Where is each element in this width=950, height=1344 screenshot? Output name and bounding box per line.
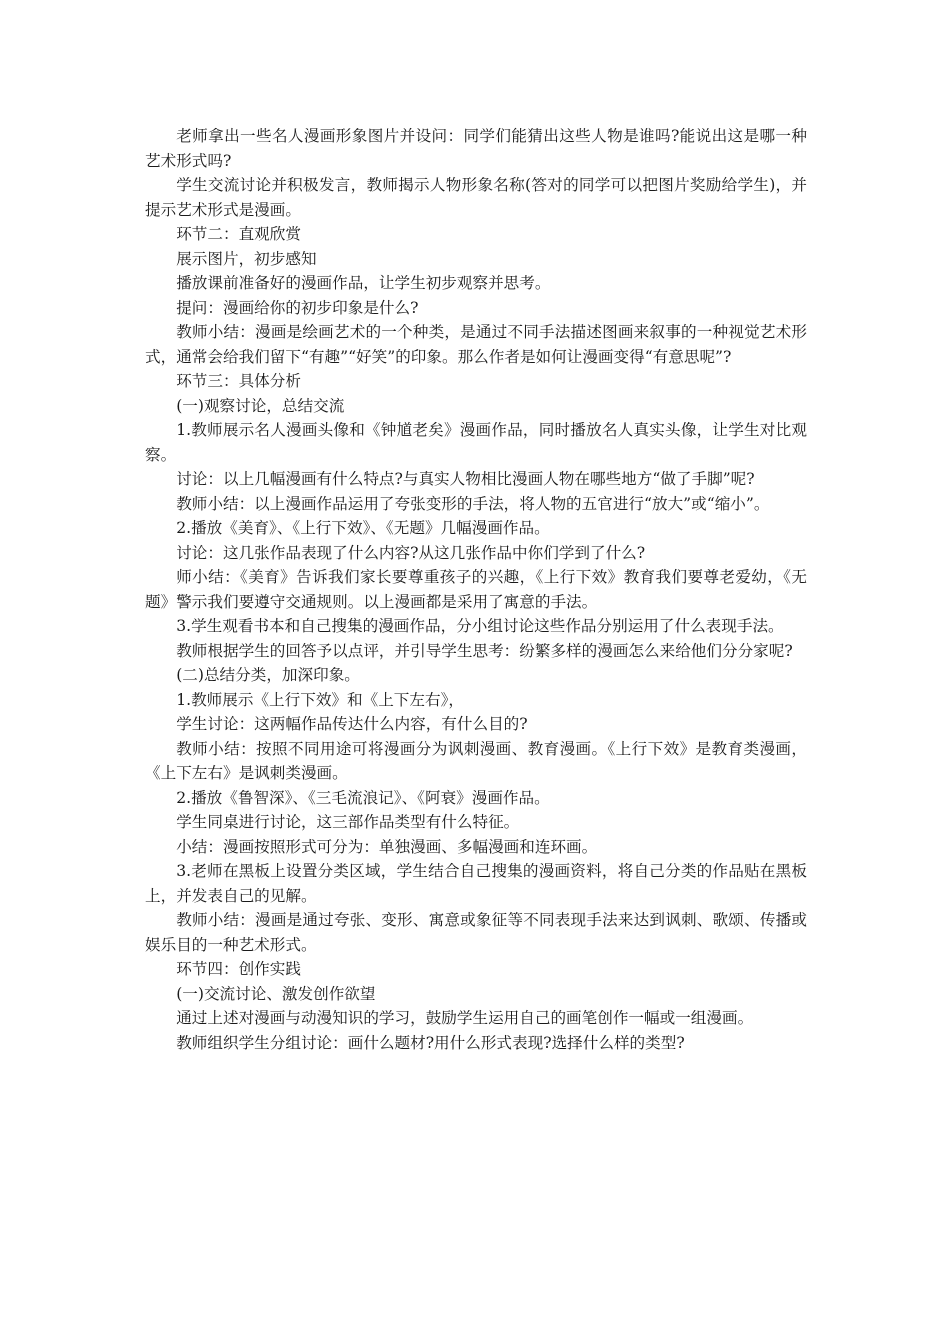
paragraph-encourage: 通过上述对漫画与动漫知识的学习，鼓励学生运用自己的画笔创作一幅或一组漫画。 [176, 1009, 754, 1027]
paragraph-item-2: 2.播放《美育》、《上行下效》、《无题》几幅漫画作品。 [176, 519, 550, 537]
paragraph-item-2b: 2.播放《鲁智深》、《三毛流浪记》、《阿衰》漫画作品。 [176, 788, 550, 807]
section-heading-2: 环节二：直观欣赏 [176, 225, 301, 243]
subheading-exchange: (一)交流讨论、激发创作欲望 [176, 984, 376, 1003]
paragraph-item-1b: 1.教师展示《上行下效》和《上下左右》， [176, 690, 464, 709]
paragraph-item-3: 3.学生观看书本和自己搜集的漫画作品，分小组讨论这些作品分别运用了什么表现手法。 [176, 617, 784, 635]
paragraph-play-works: 播放课前准备好的漫画作品，让学生初步观察并思考。 [176, 274, 551, 292]
paragraph-teacher-summary-5: 教师小结：漫画是通过夸张、变形、寓意或象征等不同表现手法来达到讽刺、歌颂、传播或娱乐目的一种艺术形式。 [145, 911, 807, 954]
paragraph-discussion-2: 讨论：这几张作品表现了什么内容?从这几张作品中你们学到了什么? [176, 543, 646, 562]
paragraph-student-discussion: 学生交流讨论并积极发言，教师揭示人物形象名称(答对的同学可以把图片奖励给学生)，并提示艺术形式是漫画。 [145, 176, 807, 219]
section-heading-3: 环节三：具体分析 [176, 372, 301, 390]
paragraph-teacher-summary-2: 教师小结：以上漫画作品运用了夸张变形的手法，将人物的五官进行“放大”或“缩小”。 [176, 494, 770, 513]
paragraph-teacher-summary-1: 教师小结：漫画是绘画艺术的一个种类，是通过不同手法描述图画来叙事的一种视觉艺术形式，通常会给我们留下“有趣”“好笑”的印象。那么作者是如何让漫画变得“有意思呢”? [145, 323, 807, 366]
paragraph-question: 提问：漫画给你的初步印象是什么? [176, 298, 419, 317]
document-body [145, 124, 807, 1055]
subheading-classification: (二)总结分类，加深印象。 [176, 666, 360, 684]
paragraph-teacher-summary-4: 教师小结：按照不同用途可将漫画分为讽刺漫画、教育漫画。《上行下效》是教育类漫画，《上下左右》是讽刺类漫画。 [145, 739, 807, 782]
paragraph-intro-question: 老师拿出一些名人漫画形象图片并设问：同学们能猜出这些人物是谁吗?能说出这是哪一种艺术形式吗? [145, 127, 807, 170]
paragraph-desk-discussion: 学生同桌进行讨论，这三部作品类型有什么特征。 [176, 813, 520, 831]
paragraph-teacher-summary-3: 师小结：《美育》告诉我们家长要尊重孩子的兴趣，《上行下效》教育我们要尊老爱幼，《无题》警示我们要遵守交通规则。以上漫画都是采用了寓意的手法。 [145, 568, 807, 611]
paragraph-teacher-comment: 教师根据学生的回答予以点评，并引导学生思考：纷繁多样的漫画怎么来给他们分分家呢? [176, 641, 793, 660]
paragraph-item-1: 1.教师展示名人漫画头像和《钟馗老矣》漫画作品，同时播放名人真实头像，让学生对比观察。 [145, 421, 807, 464]
subheading-observe-discuss: (一)观察讨论，总结交流 [176, 396, 345, 415]
paragraph-student-discussion-2: 学生讨论：这两幅作品传达什么内容，有什么目的? [176, 715, 528, 733]
subheading-show-pictures: 展示图片，初步感知 [176, 249, 317, 268]
section-heading-4: 环节四：创作实践 [176, 960, 301, 978]
paragraph-discussion-1: 讨论：以上几幅漫画有什么特点?与真实人物相比漫画人物在哪些地方“做了手脚”呢? [176, 470, 755, 488]
paragraph-summary-forms: 小结：漫画按照形式可分为：单独漫画、多幅漫画和连环画。 [176, 837, 598, 856]
paragraph-group-discussion: 教师组织学生分组讨论：画什么题材?用什么形式表现?选择什么样的类型? [176, 1033, 685, 1052]
paragraph-item-3b: 3.老师在黑板上设置分类区域，学生结合自己搜集的漫画资料，将自己分类的作品贴在黑板上，并发表自己的见解。 [145, 862, 807, 905]
